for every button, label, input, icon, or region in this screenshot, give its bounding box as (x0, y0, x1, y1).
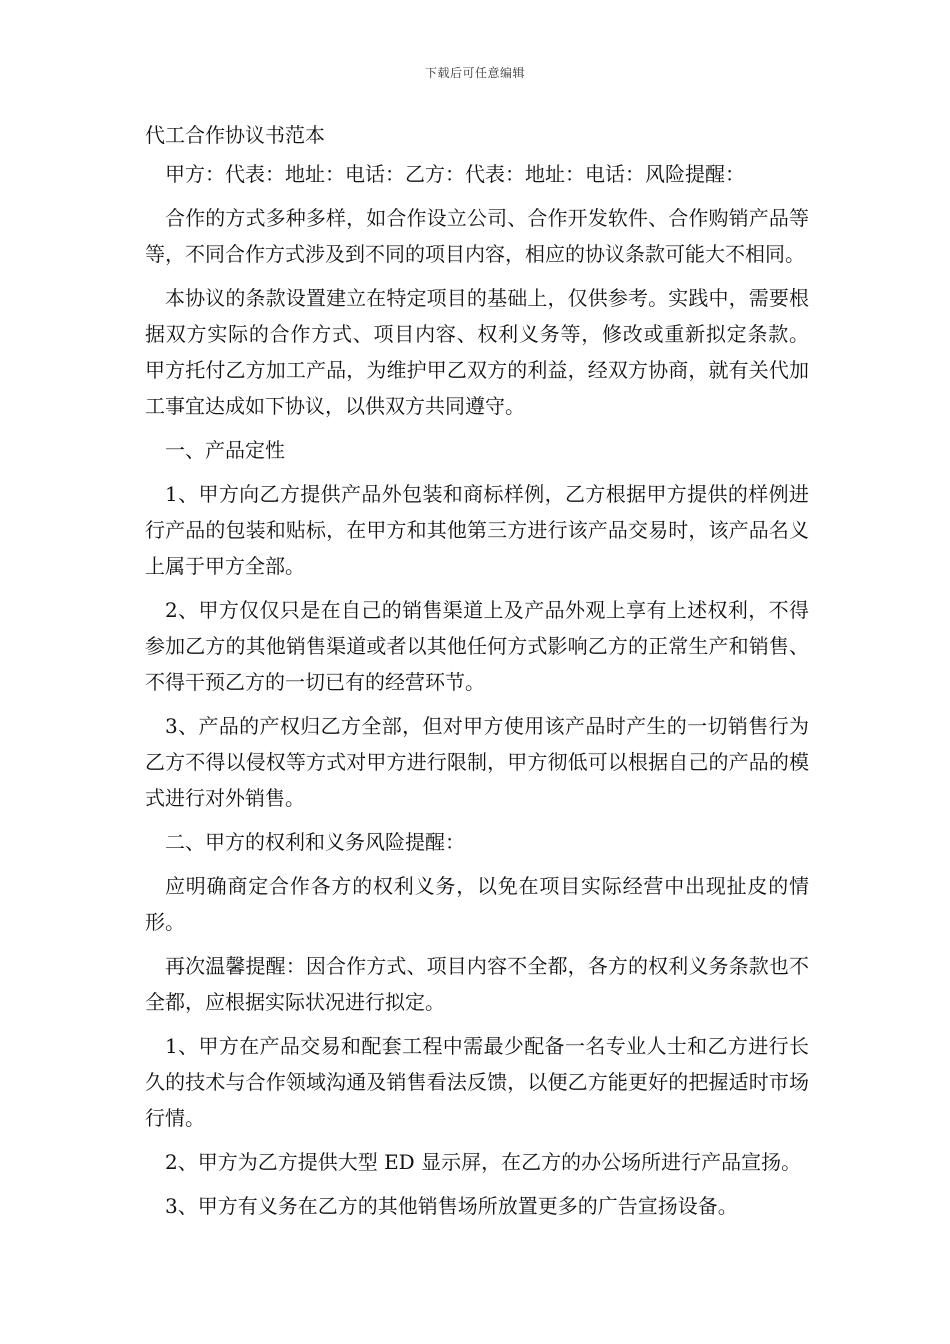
header-note: 下载后可任意编辑 (424, 66, 525, 80)
clause-product-2: 2、甲方仅仅只是在自己的销售渠道上及产品外观上享有上述权利，不得参加乙方的其他销售渠道或者以其他任何方式影响乙方的正常生产和销售、不得干预乙方的一切已有的经营环节。 (145, 598, 809, 694)
clause-party-a-1: 1、甲方在产品交易和配套工程中需最少配备一名专业人士和乙方进行长久的技术与合作领域沟通及销售看法反馈，以便乙方能更好的把握适时市场行情。 (145, 1034, 809, 1130)
clause-party-a-3: 3、甲方有义务在乙方的其他销售场所放置更多的广告宣扬设备。 (165, 1194, 738, 1218)
clause-product-1: 1、甲方向乙方提供产品外包装和商标样例，乙方根据甲方提供的样例进行产品的包装和贴标，在甲方和其他第三方进行该产品交易时，该产品名义上属于甲方全部。 (145, 482, 809, 578)
section-heading-product: 一、产品定性 (165, 438, 285, 462)
paragraph-cooperation-modes: 合作的方式多种多样，如合作设立公司、合作开发软件、合作购销产品等等，不同合作方式涉及到不同的项目内容，相应的协议条款可能大不相同。 (145, 206, 809, 266)
party-info-line: 甲方：代表：地址：电话：乙方：代表：地址：电话：风险提醒： (165, 162, 745, 186)
paragraph-reminder: 再次温馨提醒：因合作方式、项目内容不全都，各方的权利义务条款也不全都，应根据实际状况进行拟定。 (145, 954, 809, 1014)
clause-party-a-2: 2、甲方为乙方提供大型 ED 显示屏，在乙方的办公场所进行产品宣扬。 (165, 1150, 802, 1174)
section-heading-party-a-rights: 二、甲方的权利和义务风险提醒： (165, 830, 465, 854)
document-title: 代工合作协议书范本 (145, 123, 325, 147)
document-body (145, 118, 809, 1232)
paragraph-agreement-basis: 本协议的条款设置建立在特定项目的基础上，仅供参考。实践中，需要根据双方实际的合作方式、项目内容、权利义务等，修改或重新拟定条款。 甲方托付乙方加工产品，为维护甲乙双方的利益，经双方协商，就有关代加工事宜达成如下协议，以供双方共同遵守。 (145, 286, 809, 418)
paragraph-rights-note: 应明确商定合作各方的权利义务，以免在项目实际经营中出现扯皮的情形。 (145, 874, 809, 934)
clause-product-3: 3、产品的产权归乙方全部，但对甲方使用该产品时产生的一切销售行为乙方不得以侵权等方式对甲方进行限制，甲方彻低可以根据自己的产品的模式进行对外销售。 (145, 714, 809, 810)
